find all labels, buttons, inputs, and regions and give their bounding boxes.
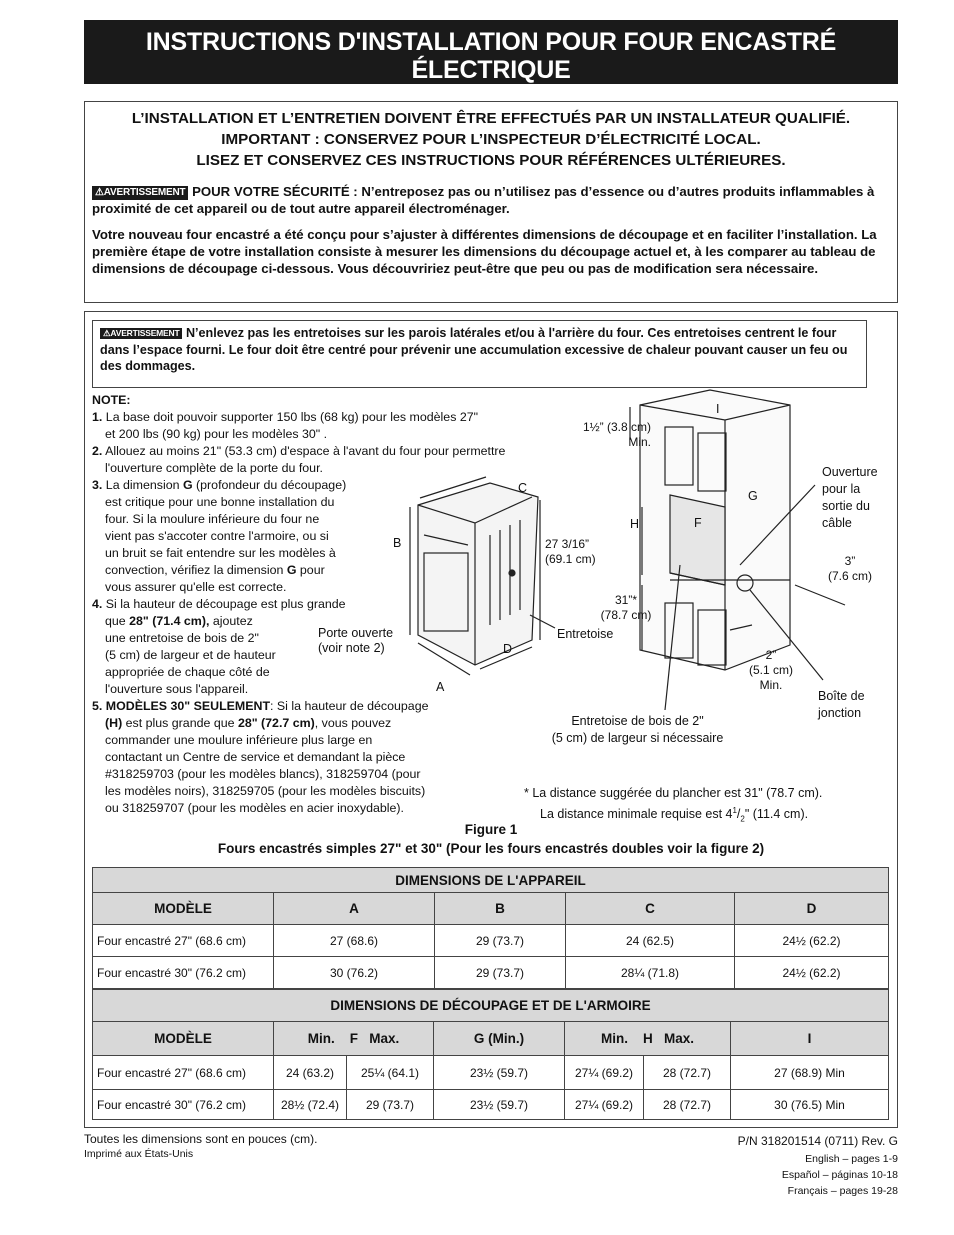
label-cable-outlet: Ouverture pour la sortie du câble [822, 465, 878, 530]
note-1-cont: et 200 lbs (90 kg) pour les modèles 30" . [105, 427, 328, 441]
table-row [93, 1056, 889, 1090]
note-5-g: ou 318259707 (pour les modèles en acier inoxydable). [105, 801, 404, 815]
language-english: English – pages 1-9 [805, 1153, 898, 1165]
cell: 25¼ (64.1) [347, 1056, 434, 1090]
cell: 28 (72.7) [644, 1056, 731, 1090]
language-index [620, 1151, 898, 1199]
cell: 28 (72.7) [644, 1090, 731, 1120]
note-5-d: contactant un Centre de service et demandant la pièce [105, 750, 406, 764]
table-row [93, 1090, 889, 1120]
cell: 30 (76.2) [274, 957, 435, 989]
note-3-f: convection, vérifiez la dimension G pour [105, 563, 325, 577]
label-junction-box: Boîte de jonction [818, 689, 865, 720]
label-i: I [716, 402, 720, 416]
language-spanish: Español – páginas 10-18 [781, 1169, 898, 1181]
intro-paragraph: Votre nouveau four encastré a été conçu pour s’ajuster à différentes dimensions de découpage et en faciliter l’installation. La première étape de votre installation consiste à mesurer les dimensions du découpage actuel et, à les comparer au tableau de dimensions de découpage ci-dessous. Vous découvririez peut-être que peu ou pas de modification sera nécessaire. [92, 227, 877, 276]
document-subtitle: (Combiné à une table de cuisson électrique ou à gaz (en option)) [252, 85, 730, 100]
note-3-g: vous assurer qu'elle est correcte. [105, 580, 287, 594]
cell: 29 (73.7) [347, 1090, 434, 1120]
cell: Four encastré 30" (76.2 cm) [93, 1090, 274, 1120]
title-banner [84, 20, 898, 100]
label-door-open: Porte ouverte (voir note 2) [318, 626, 394, 655]
warning-triangle-icon: ⚠ [95, 187, 104, 198]
part-number: P/N 318201514 (0711) Rev. G [737, 1134, 898, 1148]
figure-caption-2: Fours encastrés simples 27" et 30" (Pour les fours encastrés doubles voir la figure 2) [217, 841, 765, 856]
cutout-dimensions-table [92, 989, 889, 1120]
note-1: 1. La base doit pouvoir supporter 150 lbs (68 kg) pour les modèles 27" [92, 410, 479, 424]
label-depth: 27 3/16” (69.1 cm) [545, 537, 596, 566]
notes-title: NOTE: [92, 393, 131, 407]
note-3-e: un bruit se fait entendre sur les modèles à [105, 546, 336, 560]
label-d: D [503, 642, 513, 656]
label-three-inch: 3” (7.6 cm) [827, 554, 872, 583]
note-4-f: l'ouverture sous l'appareil. [105, 682, 249, 696]
note-2: 2. Allouez au moins 21" (53.3 cm) d'espace à l'avant du four pour permettre [92, 444, 506, 458]
cell: 24 (63.2) [274, 1056, 347, 1090]
cabinet-drawing [630, 390, 845, 710]
table2-title: DIMENSIONS DE DÉCOUPAGE ET DE L'ARMOIRE [93, 990, 889, 1022]
language-french: Français – pages 19-28 [787, 1185, 898, 1197]
table-row [93, 925, 889, 957]
document-title: INSTRUCTIONS D'INSTALLATION POUR FOUR ENCASTRÉ ÉLECTRIQUE [145, 28, 837, 84]
note-4-b: que 28" (71.4 cm), ajoutez [105, 614, 253, 628]
table1-header-a: A [274, 893, 435, 925]
note-5-b: (H) est plus grande que 28" (72.7 cm), vous pouvez [105, 716, 392, 730]
table1-header-c: C [566, 893, 735, 925]
warning-badge: ⚠AVERTISSEMENT [92, 186, 188, 200]
note-3-c: four. Si la moulure inférieure du four ne [105, 512, 320, 526]
heading-important: IMPORTANT : CONSERVEZ POUR L’INSPECTEUR D’ÉLECTRICITÉ LOCAL. [221, 131, 761, 148]
note-3: 3. La dimension G (profondeur du découpage) [92, 478, 347, 492]
cell: 28¼ (71.8) [566, 957, 735, 989]
warning-badge-2: ⚠AVERTISSEMENT [100, 328, 182, 339]
label-g: G [748, 489, 758, 503]
footer-units: Toutes les dimensions sont en pouces (cm). [84, 1132, 318, 1146]
table-row [93, 957, 889, 989]
appliance-dimensions-table [92, 867, 889, 989]
label-a: A [436, 680, 445, 694]
label-h: H [630, 517, 640, 531]
note-5-c: commander une moulure inférieure plus large en [105, 733, 373, 747]
note-5: 5. MODÈLES 30" SEULEMENT: Si la hauteur de découpage [92, 699, 429, 713]
cell: 27 (68.9) Min [731, 1056, 889, 1090]
cell: 24½ (62.2) [735, 957, 889, 989]
cell: Four encastré 27" (68.6 cm) [93, 1056, 274, 1090]
cell: 29 (73.7) [435, 957, 566, 989]
label-c: C [518, 481, 528, 495]
label-f: F [694, 516, 702, 530]
table1-header-d: D [735, 893, 889, 925]
oven-drawing [410, 477, 555, 675]
label-floor-height: 31”* (78.7 cm) [600, 593, 652, 622]
note-2-cont: l'ouverture complète de la porte du four. [105, 461, 323, 475]
label-spacer: Entretoise [557, 627, 614, 641]
note-4-e: appropriée de chaque côté de [105, 665, 270, 679]
figure-caption: Figure 1 [464, 822, 518, 837]
table1-title: DIMENSIONS DE L'APPAREIL [93, 868, 889, 893]
label-wood-spacer: Entretoise de bois de 2" (5 cm) de largeur si nécessaire [551, 714, 724, 745]
note-5-e: #318259703 (pour les modèles blancs), 318259704 (pour [105, 767, 421, 781]
table1-header-b: B [435, 893, 566, 925]
cell: 27 (68.6) [274, 925, 435, 957]
cell: 30 (76.5) Min [731, 1090, 889, 1120]
cell: Four encastré 30" (76.2 cm) [93, 957, 274, 989]
table2-header-h: Min. H Max. [565, 1022, 731, 1056]
figure-footnote: * La distance suggérée du plancher est 31" (78.7 cm). La distance minimale requise est $4^1/_2$" (11.4 cm). [524, 786, 823, 824]
heading-keep: LISEZ ET CONSERVEZ CES INSTRUCTIONS POUR RÉFÉRENCES ULTÉRIEURES. [196, 152, 786, 169]
table1-header-model: MODÈLE [93, 893, 274, 925]
cell: 29 (73.7) [435, 925, 566, 957]
table2-header-g: G (Min.) [434, 1022, 565, 1056]
note-5-f: les modèles noirs), 318259705 (pour les modèles biscuits) [105, 784, 426, 798]
note-4-c: une entretoise de bois de 2" [105, 631, 259, 645]
label-min-clearance: 1½” (3.8 cm) Min. [582, 420, 651, 449]
spacer-warning: ⚠AVERTISSEMENT N’enlevez pas les entretoises sur les parois latérales et/ou à l'arrière du four. Ces entretoises centrent le four dans l’espace fourni. Le four doit être centré pour prévenir une accumulation excessive de chaleur pouvant causer un feu ou des dommages. [92, 320, 867, 388]
warning-triangle-icon: ⚠ [103, 328, 111, 338]
cell: 27¼ (69.2) [565, 1056, 644, 1090]
table2-header-f: Min. F Max. [274, 1022, 434, 1056]
note-4: 4. Si la hauteur de découpage est plus grande [92, 597, 346, 611]
note-3-b: est critique pour une bonne installation du [105, 495, 335, 509]
footer-printed: Imprimé aux États-Unis [84, 1148, 194, 1160]
cell: 23½ (59.7) [434, 1056, 565, 1090]
cell: 24 (62.5) [566, 925, 735, 957]
cell: 24½ (62.2) [735, 925, 889, 957]
note-4-d: (5 cm) de largeur et de hauteur [105, 648, 276, 662]
note-3-d: vient pas s'accoter contre l'armoire, ou si [105, 529, 329, 543]
cell: 28½ (72.4) [274, 1090, 347, 1120]
label-two-inch: 2” (5.1 cm) Min. [748, 648, 793, 692]
heading-qualified: L’INSTALLATION ET L’ENTRETIEN DOIVENT ÊTRE EFFECTUÉS PAR UN INSTALLATEUR QUALIFIÉ. [131, 110, 851, 127]
table2-header-model: MODÈLE [93, 1022, 274, 1056]
label-b: B [393, 536, 402, 550]
safety-warning: ⚠AVERTISSEMENT POUR VOTRE SÉCURITÉ : N’entreposez pas ou n’utilisez pas d’essence ou d’autres produits inflammables à proximité de cet appareil ou de tout autre appareil électroménager. [92, 184, 875, 216]
cell: Four encastré 27" (68.6 cm) [93, 925, 274, 957]
table2-header-i: I [731, 1022, 889, 1056]
cell: 27¼ (69.2) [565, 1090, 644, 1120]
cell: 23½ (59.7) [434, 1090, 565, 1120]
